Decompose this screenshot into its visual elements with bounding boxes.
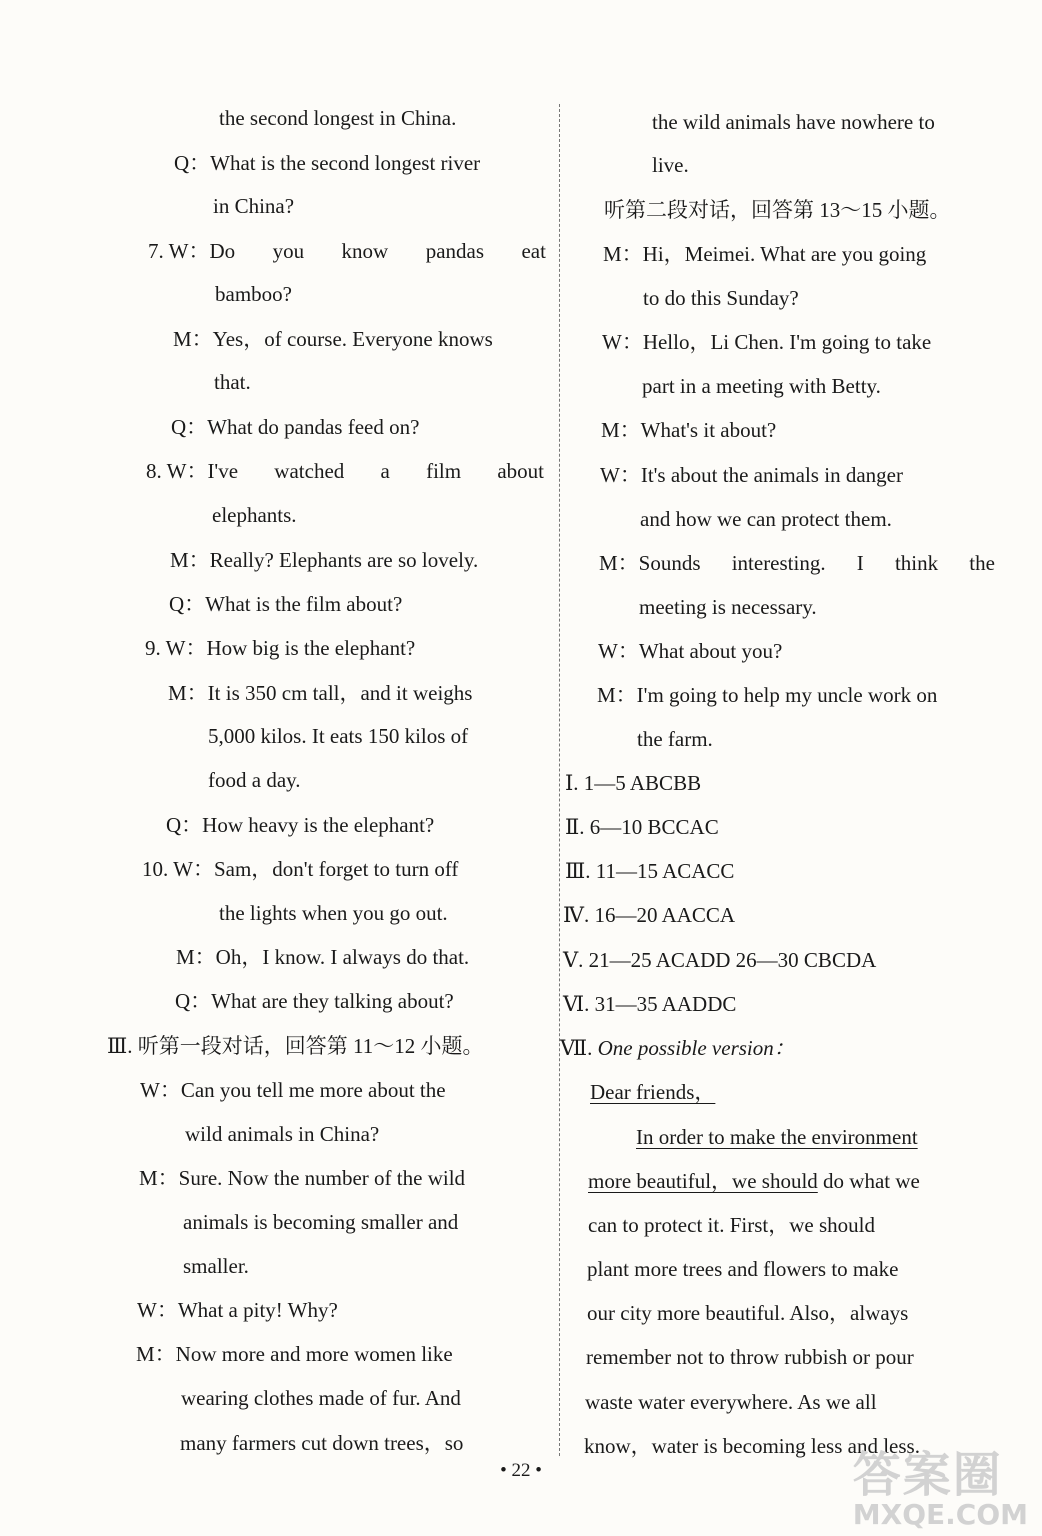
q7-woman: 7. W：Do you know pandas eat: [148, 239, 546, 263]
q9-man-cont: 5,000 kilos. It eats 150 kilos of: [208, 724, 469, 748]
essay-line-1: In order to make the environment: [636, 1125, 918, 1149]
essay-line-2: [588, 1167, 920, 1195]
dialog1-man-2-cont: wearing clothes made of fur. And: [181, 1386, 461, 1410]
q9-man-cont2: food a day.: [208, 768, 301, 792]
answer-section-7-number: Ⅶ.: [560, 1036, 598, 1060]
dialog1-woman-2: W：What a pity! Why?: [137, 1298, 338, 1322]
dialog2-man-4-cont: the farm.: [637, 727, 713, 751]
dialog2-woman-1-cont: part in a meeting with Betty.: [642, 374, 881, 398]
essay-line-8: know，water is becoming less and less.: [584, 1434, 920, 1458]
q8-woman: 8. W：I've watched a film about: [146, 459, 544, 483]
page-number: • 22 •: [500, 1460, 542, 1481]
essay-line-2-rest: do what we: [817, 1169, 920, 1193]
answer-section-4: Ⅳ. 16—20 AACCA: [563, 903, 736, 927]
answer-section-5: Ⅴ. 21—25 ACADD 26—30 CBCDA: [563, 948, 877, 972]
q9-woman: 9. W：How big is the elephant?: [145, 636, 416, 660]
dialog2-heading: 听第二段对话，回答第 13～15 小题。: [604, 198, 951, 222]
answer-section-7-label: One possible version：: [597, 1036, 795, 1060]
essay-line-2-underlined: more beautiful，we should: [588, 1169, 818, 1193]
watermark-main: 答案圈: [852, 1447, 1003, 1503]
q9-man: M：It is 350 cm tall，and it weighs: [168, 681, 473, 705]
dialog1-man-2-cont2: many farmers cut down trees，so: [180, 1431, 464, 1455]
dialog1-man-2-cont4: live.: [652, 153, 689, 177]
answer-section-1: Ⅰ. 1—5 ABCBB: [565, 771, 702, 795]
answer-section-3: Ⅲ. 11—15 ACACC: [565, 859, 735, 883]
dialog2-woman-3: W：What about you?: [598, 639, 783, 663]
q8-man: M：Really? Elephants are so lovely.: [170, 548, 479, 572]
answer-section-2: Ⅱ. 6—10 BCCAC: [565, 815, 719, 839]
dialog1-woman-1-cont: wild animals in China?: [185, 1122, 380, 1146]
q6-line: the second longest in China.: [219, 106, 457, 130]
dialog2-woman-2-cont: and how we can protect them.: [640, 507, 892, 531]
dialog2-woman-1: W：Hello，Li Chen. I'm going to take: [602, 330, 932, 354]
q7-man: M：Yes，of course. Everyone knows: [173, 327, 493, 351]
dialog2-man-4: M：I'm going to help my uncle work on: [597, 683, 938, 707]
q6-question: Q：What is the second longest river: [174, 151, 481, 175]
essay-line-5: our city more beautiful. Also，always: [587, 1301, 909, 1325]
watermark-sub: MXQE.COM: [852, 1498, 1028, 1531]
essay-line-4: plant more trees and flowers to make: [587, 1257, 899, 1281]
q9-question: Q：How heavy is the elephant?: [166, 813, 435, 837]
essay-line-3: can to protect it. First，we should: [588, 1213, 875, 1237]
dialog2-man-3-cont: meeting is necessary.: [639, 595, 817, 619]
section-3-heading: Ⅲ. 听第一段对话，回答第 11～12 小题。: [107, 1034, 484, 1058]
dialog2-woman-2: W：It's about the animals in danger: [600, 463, 903, 487]
dialog2-man-1-cont: to do this Sunday?: [643, 286, 799, 310]
essay-greeting: Dear friends，: [590, 1080, 716, 1104]
essay-line-7: waste water everywhere. As we all: [585, 1390, 877, 1414]
dialog1-man-2: M：Now more and more women like: [136, 1342, 453, 1366]
answer-section-7: [560, 1034, 795, 1062]
watermark-logo: [852, 1447, 1028, 1531]
column-divider: [559, 104, 560, 1456]
q7-man-cont: that.: [214, 370, 251, 394]
q10-man: M：Oh，I know. I always do that.: [176, 945, 470, 969]
q8-question: Q：What is the film about?: [169, 592, 403, 616]
q6-question-cont: in China?: [213, 194, 295, 218]
dialog2-man-3: M：Sounds interesting. I think the: [599, 551, 995, 575]
q8-woman-cont: elephants.: [212, 503, 297, 527]
q7-woman-cont: bamboo?: [215, 282, 292, 306]
dialog1-man-1: M：Sure. Now the number of the wild: [139, 1166, 466, 1190]
answer-section-6: Ⅵ. 31—35 AADDC: [563, 992, 737, 1016]
dialog1-man-1-cont2: smaller.: [183, 1254, 249, 1278]
q10-woman: 10. W：Sam，don't forget to turn off: [142, 857, 459, 881]
dialog2-man-1: M：Hi，Meimei. What are you going: [603, 242, 927, 266]
q10-woman-cont: the lights when you go out.: [219, 901, 448, 925]
dialog1-man-1-cont: animals is becoming smaller and: [183, 1210, 459, 1234]
q7-question: Q：What do pandas feed on?: [171, 415, 420, 439]
dialog2-man-2: M：What's it about?: [601, 418, 777, 442]
dialog1-man-2-cont3: the wild animals have nowhere to: [652, 110, 935, 134]
essay-line-6: remember not to throw rubbish or pour: [586, 1345, 914, 1369]
q10-question: Q：What are they talking about?: [175, 989, 454, 1013]
dialog1-woman-1: W：Can you tell me more about the: [140, 1078, 446, 1102]
